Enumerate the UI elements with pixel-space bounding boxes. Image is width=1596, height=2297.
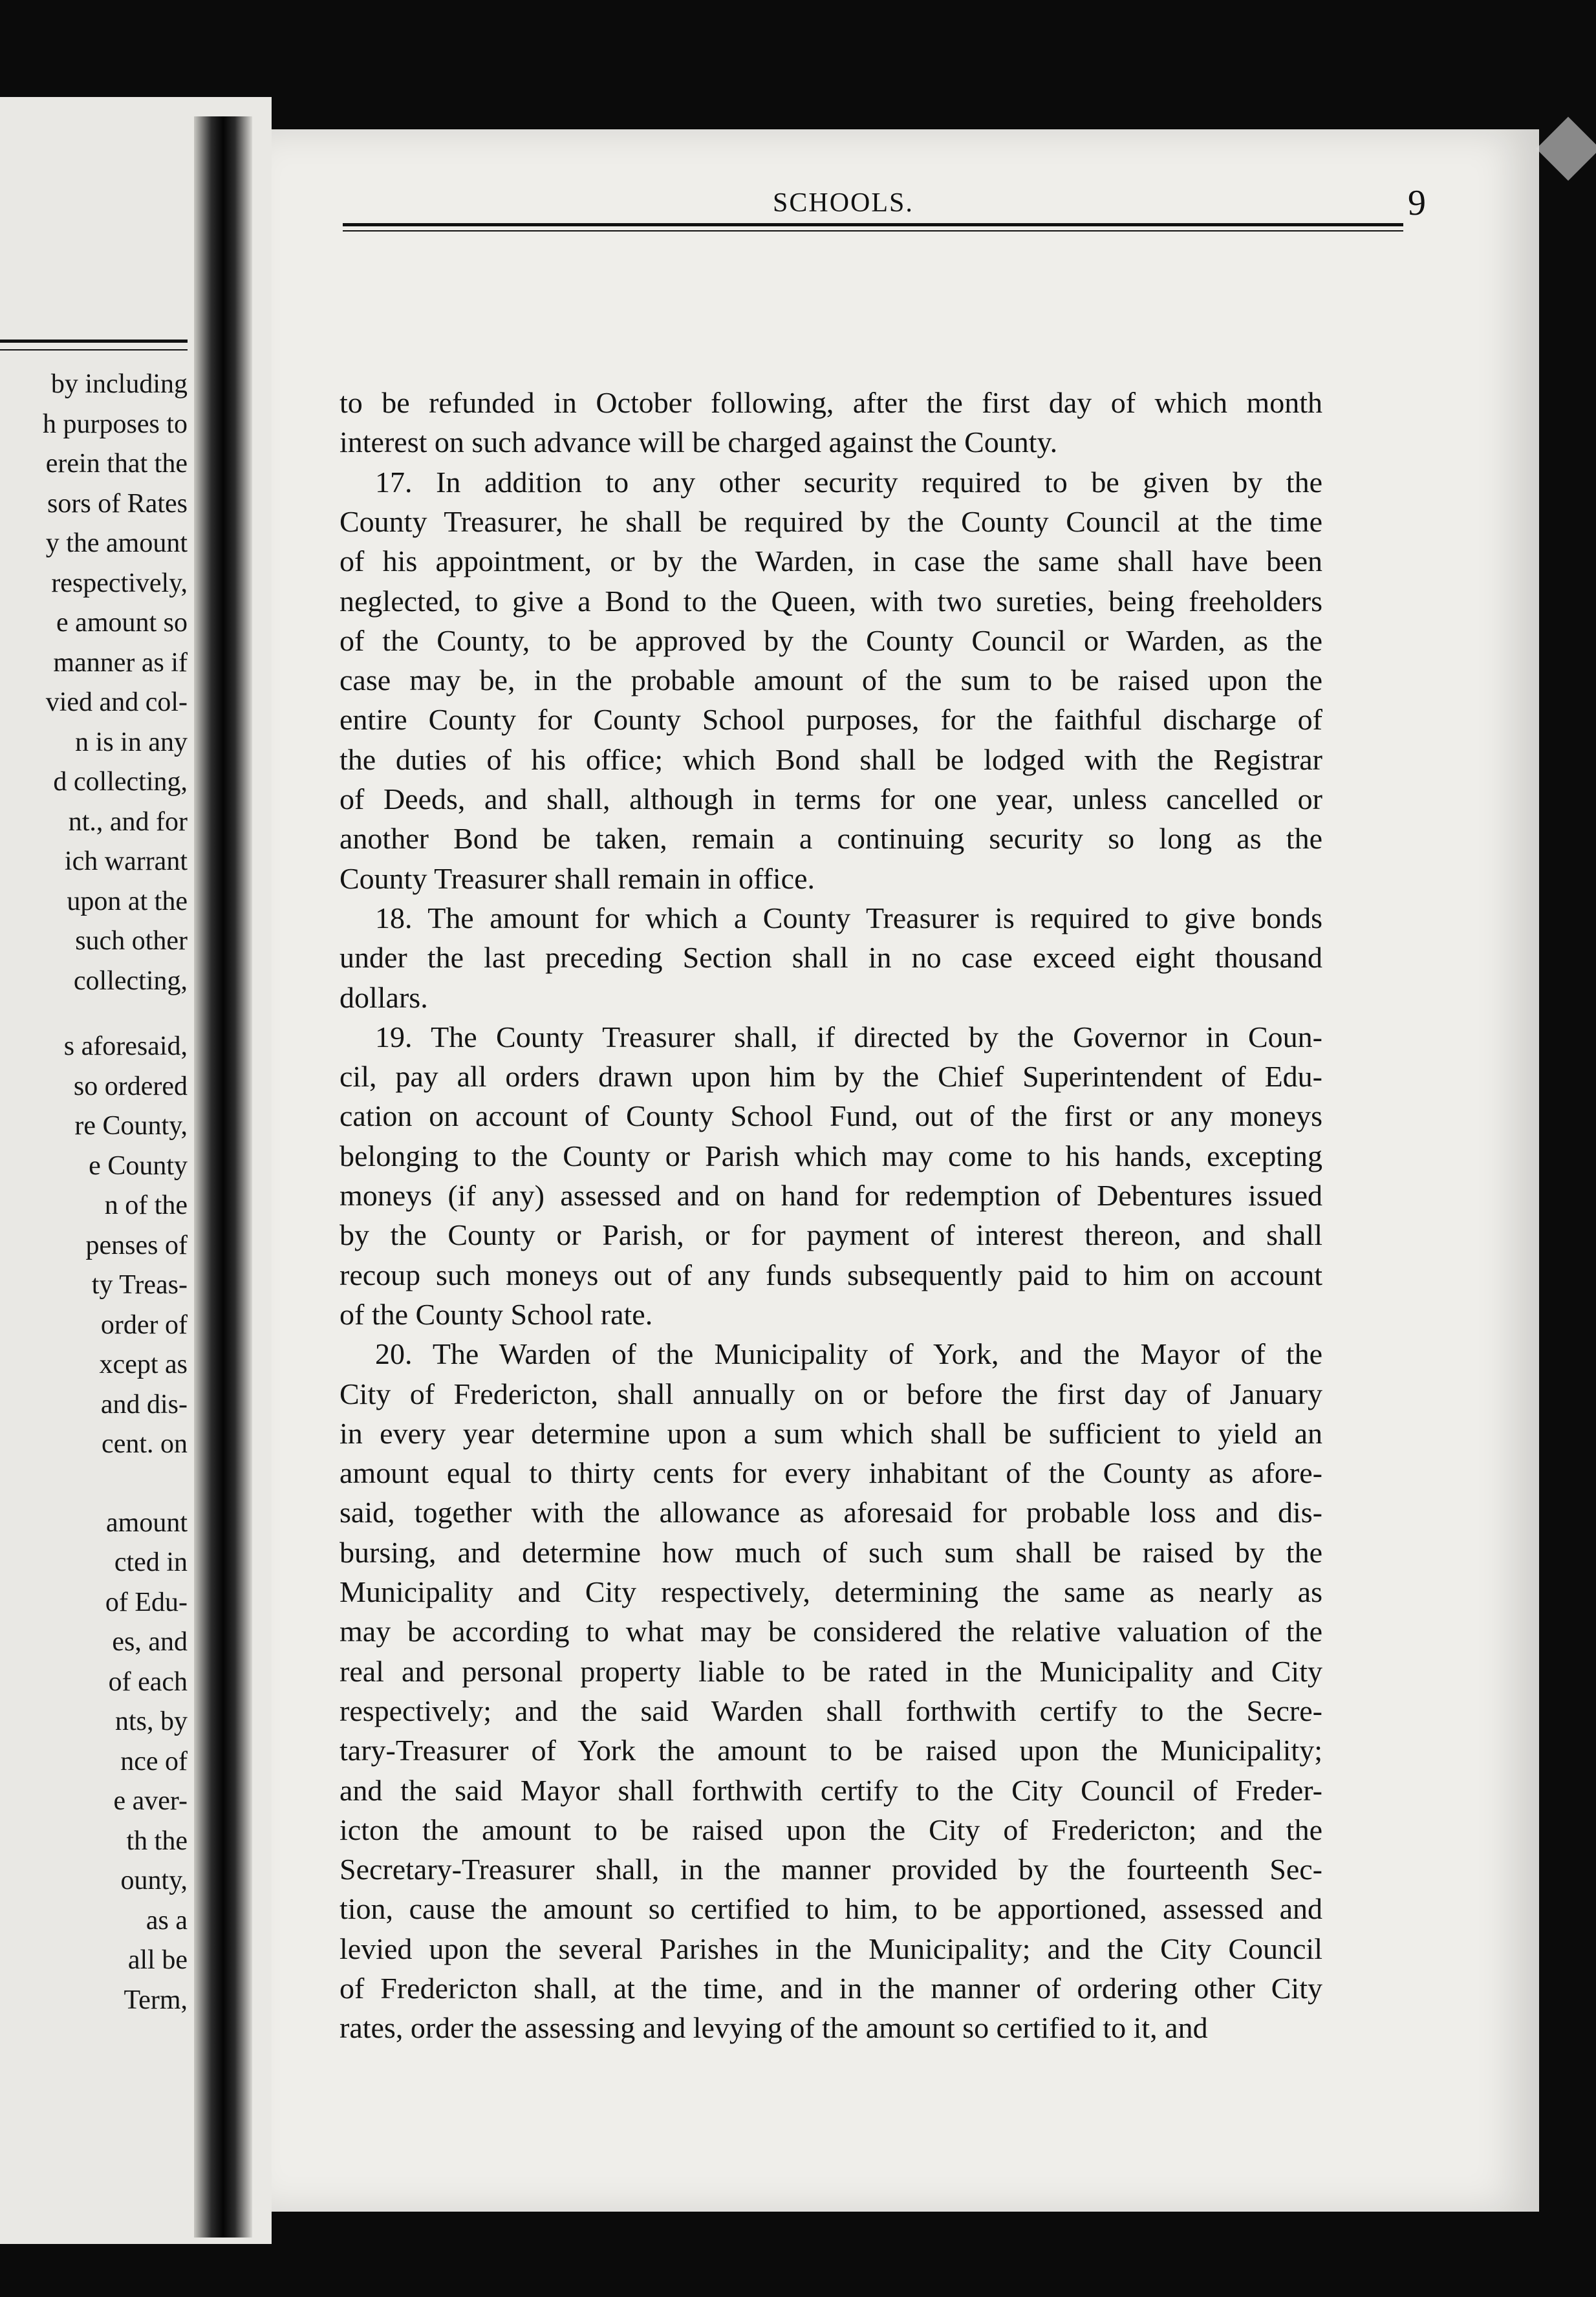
- body-line: 17. In addition to any other security required to be given by the: [375, 465, 1322, 499]
- left-page-line: ich warrant: [64, 847, 188, 876]
- left-page-line: ty Treas-: [91, 1270, 188, 1300]
- body-line: Municipality and City respectively, determining the same as nearly as: [340, 1575, 1322, 1608]
- body-line: of his appointment, or by the Warden, in case the same shall have been: [340, 545, 1322, 578]
- body-line: tary-Treasurer of York the amount to be raised upon the Municipality;: [340, 1734, 1322, 1767]
- body-line: to be refunded in October following, after the first day of which month: [340, 386, 1322, 419]
- body-line: interest on such advance will be charged against the County.: [340, 426, 1058, 459]
- page-number: 9: [1408, 183, 1426, 223]
- body-line: entire County for County School purposes, for the faithful discharge of: [340, 703, 1322, 737]
- left-page-line: Term,: [124, 1985, 188, 2015]
- left-page-line: cent. on: [102, 1429, 188, 1459]
- body-line: the duties of his office; which Bond shall be lodged with the Registrar: [340, 742, 1322, 776]
- left-page-line: all be: [127, 1945, 188, 1975]
- body-line: real and personal property liable to be rated in the Municipality and City: [340, 1654, 1322, 1688]
- body-line: rates, order the assessing and levying of the amount so certified to it, and: [340, 2011, 1208, 2045]
- body-line: may be according to what may be considered the relative valuation of the: [340, 1615, 1322, 1648]
- left-page-line: of Edu-: [105, 1587, 188, 1617]
- running-title: SCHOOLS.: [773, 188, 914, 218]
- body-line: levied upon the several Parishes in the Municipality; and the City Council: [340, 1932, 1322, 1965]
- left-page-line: upon at the: [67, 886, 188, 916]
- left-page-line: amount: [106, 1507, 188, 1538]
- left-page-line: y the amount: [45, 528, 188, 558]
- head-rule-thick: [343, 223, 1403, 226]
- body-line: Secretary-Treasurer shall, in the manner provided by the fourteenth Sec-: [340, 1853, 1322, 1886]
- left-page-line: xcept as: [99, 1350, 188, 1379]
- left-page-line: cted in: [114, 1548, 188, 1577]
- left-page-line: e County: [89, 1150, 188, 1181]
- left-page-line: vied and col-: [45, 687, 188, 717]
- body-line: amount equal to thirty cents for every inhabitant of the County as afore-: [340, 1456, 1322, 1490]
- left-page-line: of each: [108, 1666, 188, 1697]
- body-line: moneys (if any) assessed and on hand for redemption of Debentures issued: [340, 1179, 1322, 1212]
- left-page-line: nt., and for: [68, 806, 188, 837]
- body-line: belonging to the County or Parish which may come to his hands, excepting: [340, 1139, 1322, 1172]
- left-page-line: erein that the: [45, 449, 188, 479]
- left-page-line: so ordered: [73, 1071, 188, 1101]
- body-line: 19. The County Treasurer shall, if directed by the Governor in Coun-: [375, 1020, 1322, 1053]
- body-line: County Treasurer shall remain in office.: [340, 861, 815, 895]
- body-line: dollars.: [340, 980, 428, 1014]
- body-line: tion, cause the amount so certified to him, to be apportioned, assessed and: [340, 1892, 1322, 1926]
- body-line: of Fredericton shall, at the time, and in the manner of ordering other City: [340, 1972, 1322, 2005]
- left-page-line: d collecting,: [53, 767, 188, 797]
- body-line: cation on account of County School Fund, out of the first or any moneys: [340, 1099, 1322, 1133]
- body-line: by the County or Parish, or for payment of interest thereon, and shall: [340, 1218, 1322, 1252]
- left-page-line: sors of Rates: [47, 488, 188, 519]
- left-page-line: respectively,: [51, 568, 188, 598]
- head-rule-thin: [343, 230, 1403, 232]
- left-page-line: n of the: [104, 1191, 188, 1220]
- left-page-line: ounty,: [120, 1866, 188, 1895]
- left-page-line: order of: [100, 1310, 188, 1340]
- left-page-line: re County,: [74, 1111, 188, 1141]
- left-page-line: nts, by: [114, 1707, 188, 1736]
- left-page-line: e amount so: [56, 608, 188, 638]
- running-head: [272, 183, 1426, 239]
- body-line: in every year determine upon a sum which shall be sufficient to yield an: [340, 1416, 1322, 1450]
- left-page-line: nce of: [120, 1746, 188, 1776]
- left-page-line: es, and: [112, 1627, 188, 1657]
- left-head-rule-thin: [0, 349, 188, 350]
- body-line: neglected, to give a Bond to the Queen, with two sureties, being freeholders: [340, 584, 1322, 618]
- body-line: and the said Mayor shall forthwith certify to the City Council of Freder-: [340, 1773, 1322, 1807]
- body-line: of Deeds, and shall, although in terms for one year, unless cancelled or: [340, 782, 1322, 815]
- left-page-line: th the: [126, 1826, 188, 1856]
- left-page-line: such other: [75, 926, 188, 956]
- body-line: another Bond be taken, remain a continuing security so long as the: [340, 822, 1322, 856]
- body-line: County Treasurer, he shall be required by the County Council at the time: [340, 504, 1322, 538]
- body-line: cil, pay all orders drawn upon him by the Chief Superintendent of Edu-: [340, 1060, 1322, 1094]
- left-page-line: e aver-: [113, 1786, 188, 1816]
- body-line: said, together with the allowance as aforesaid for probable loss and dis-: [340, 1496, 1322, 1529]
- left-page-line: h purposes to: [43, 409, 188, 439]
- page-corner-fold: [1537, 117, 1596, 181]
- left-page-line: and dis-: [100, 1389, 188, 1419]
- body-line: 20. The Warden of the Municipality of York, and the Mayor of the: [375, 1337, 1322, 1371]
- left-page-line: n is in any: [75, 727, 188, 757]
- body-line: of the County School rate.: [340, 1297, 653, 1331]
- body-line: respectively; and the said Warden shall forthwith certify to the Secre-: [340, 1694, 1322, 1727]
- left-page-line: s aforesaid,: [63, 1031, 188, 1061]
- left-page-line: penses of: [85, 1230, 188, 1260]
- body-line: recoup such moneys out of any funds subsequently paid to him on account: [340, 1258, 1322, 1291]
- left-page-line: as a: [146, 1905, 188, 1936]
- left-page-line: by including: [50, 369, 188, 399]
- body-line: icton the amount to be raised upon the City of Fredericton; and the: [340, 1813, 1322, 1846]
- body-line: bursing, and determine how much of such sum shall be raised by the: [340, 1535, 1322, 1569]
- body-line: 18. The amount for which a County Treasurer is required to give bonds: [375, 901, 1322, 934]
- left-page-line: manner as if: [53, 647, 188, 678]
- book-gutter: [194, 116, 252, 2238]
- body-line: City of Fredericton, shall annually on or before the first day of January: [340, 1377, 1322, 1410]
- body-line: of the County, to be approved by the County Council or Warden, as the: [340, 623, 1322, 657]
- body-line: under the last preceding Section shall in no case exceed eight thousand: [340, 941, 1322, 975]
- body-line: case may be, in the probable amount of the sum to be raised upon the: [340, 663, 1322, 697]
- left-page-line: collecting,: [73, 965, 188, 996]
- left-head-rule: [0, 340, 188, 343]
